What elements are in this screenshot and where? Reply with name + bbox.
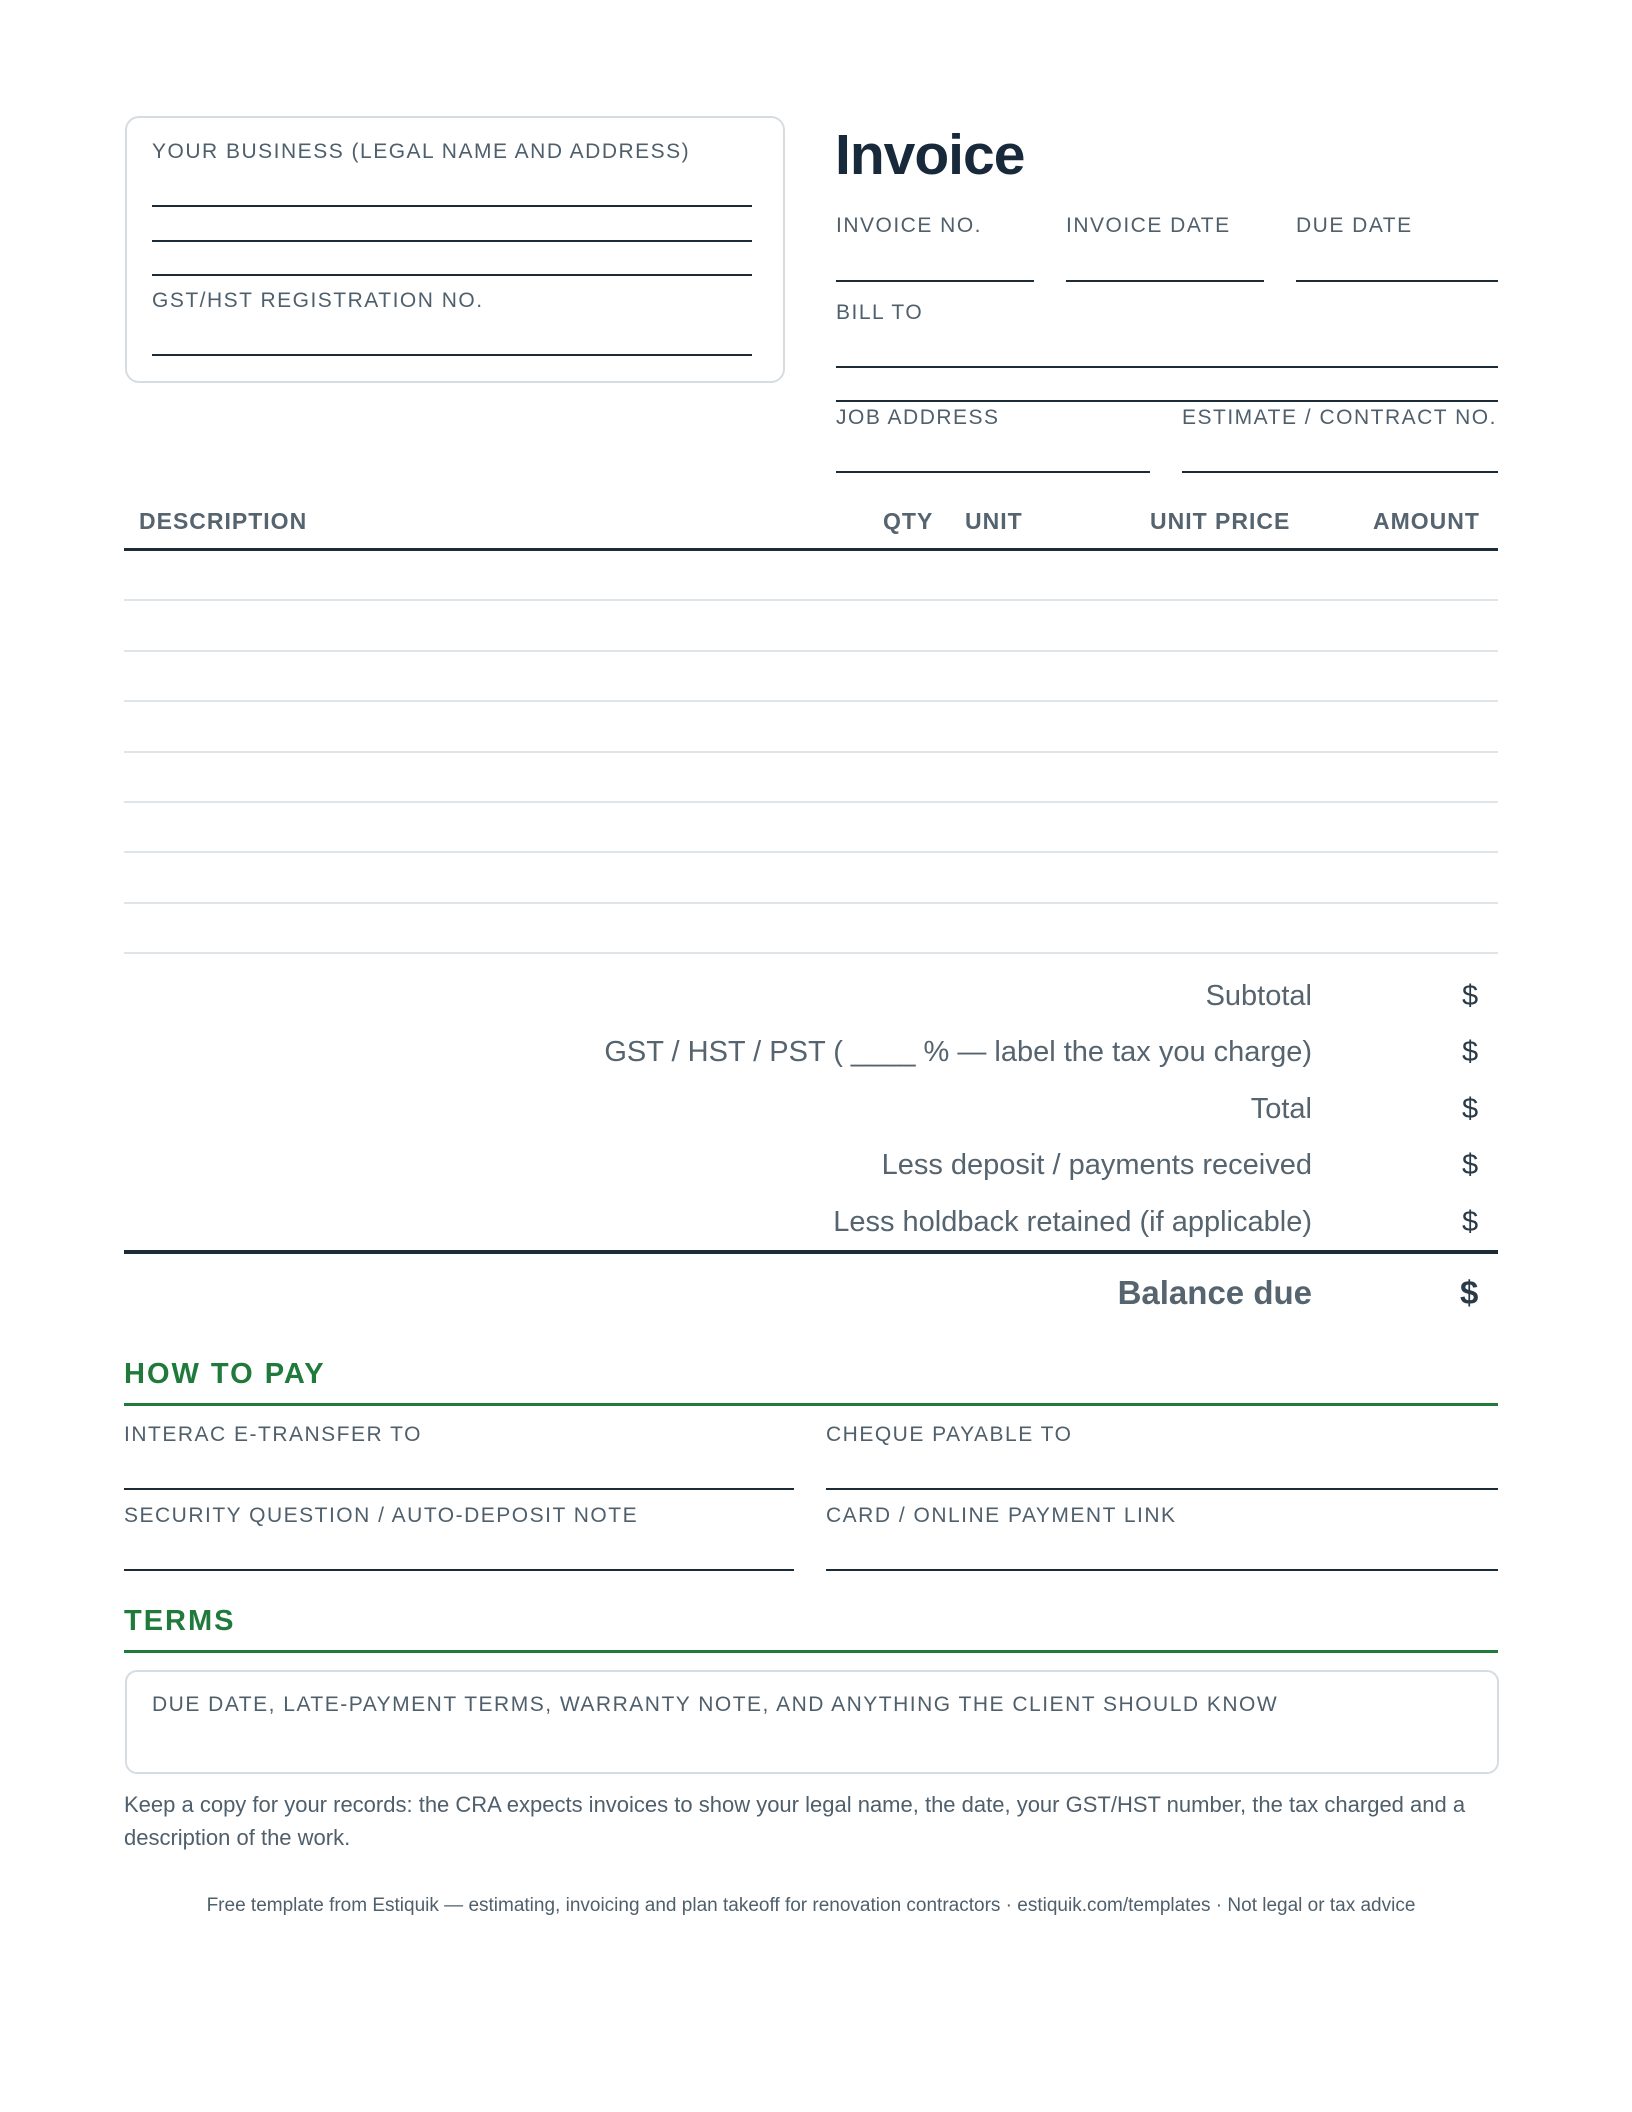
footer-text: Free template from Estiquik — estimating, invoicing and plan takeoff for renovation contractors · estiquik.com/templates · Not legal or tax advice	[206, 1895, 1416, 1916]
security-question-line[interactable]	[124, 1569, 794, 1571]
col-qty: QTY	[883, 508, 934, 534]
terms-box-text: DUE DATE, LATE-PAYMENT TERMS, WARRANTY NOTE, AND ANYTHING THE CLIENT SHOULD KNOW	[152, 1693, 1279, 1716]
estimate-contract-label: ESTIMATE / CONTRACT NO.	[1182, 406, 1497, 429]
subtotal-currency: $	[1462, 980, 1479, 1012]
gst-registration-label: GST/HST REGISTRATION NO.	[152, 289, 484, 312]
tax-label: GST / HST / PST ( ____ % — label the tax you charge)	[604, 1036, 1312, 1068]
job-address-label: JOB ADDRESS	[836, 406, 1000, 429]
col-unit: UNIT	[965, 508, 1023, 534]
balance-due-currency: $	[1460, 1274, 1479, 1311]
business-name-line[interactable]	[152, 205, 752, 207]
table-row[interactable]	[124, 599, 1498, 601]
table-header-rule	[124, 548, 1498, 551]
business-address-line-1[interactable]	[152, 240, 752, 242]
bill-to-label: BILL TO	[836, 301, 924, 324]
cheque-line[interactable]	[826, 1488, 1498, 1490]
cheque-label: CHEQUE PAYABLE TO	[826, 1423, 1073, 1446]
estimate-contract-line[interactable]	[1182, 471, 1498, 473]
subtotal-label: Subtotal	[1205, 980, 1312, 1012]
gst-registration-line[interactable]	[152, 354, 752, 356]
business-address-line-2[interactable]	[152, 274, 752, 276]
table-row[interactable]	[124, 952, 1498, 954]
col-description: DESCRIPTION	[139, 508, 308, 534]
holdback-label: Less holdback retained (if applicable)	[833, 1206, 1312, 1238]
card-payment-label: CARD / ONLINE PAYMENT LINK	[826, 1504, 1177, 1527]
security-question-label: SECURITY QUESTION / AUTO-DEPOSIT NOTE	[124, 1504, 639, 1527]
interac-line[interactable]	[124, 1488, 794, 1490]
job-address-line[interactable]	[836, 471, 1150, 473]
terms-heading: TERMS	[124, 1605, 236, 1637]
bill-to-line-2[interactable]	[836, 400, 1498, 402]
business-label: YOUR BUSINESS (LEGAL NAME AND ADDRESS)	[152, 140, 691, 163]
table-row[interactable]	[124, 902, 1498, 904]
holdback-currency: $	[1462, 1206, 1479, 1238]
table-row[interactable]	[124, 851, 1498, 853]
interac-label: INTERAC E-TRANSFER TO	[124, 1423, 422, 1446]
table-row[interactable]	[124, 700, 1498, 702]
deposit-currency: $	[1462, 1149, 1479, 1181]
terms-box[interactable]	[125, 1670, 1499, 1774]
invoice-date-line[interactable]	[1066, 280, 1264, 282]
table-row[interactable]	[124, 751, 1498, 753]
balance-due-label: Balance due	[1117, 1274, 1312, 1311]
deposit-label: Less deposit / payments received	[881, 1149, 1312, 1181]
balance-rule	[124, 1250, 1498, 1254]
total-label: Total	[1250, 1093, 1312, 1125]
due-date-line[interactable]	[1296, 280, 1498, 282]
invoice-no-line[interactable]	[836, 280, 1034, 282]
invoice-date-label: INVOICE DATE	[1066, 214, 1231, 237]
terms-rule	[124, 1650, 1498, 1653]
how-to-pay-heading: HOW TO PAY	[124, 1358, 326, 1390]
total-currency: $	[1462, 1093, 1479, 1125]
table-row[interactable]	[124, 650, 1498, 652]
table-row[interactable]	[124, 801, 1498, 803]
records-note: Keep a copy for your records: the CRA expects invoices to show your legal name, the date, your GST/HST number, the tax charged and a description of the work.	[124, 1792, 1466, 1850]
how-to-pay-rule	[124, 1403, 1498, 1406]
tax-currency: $	[1462, 1036, 1479, 1068]
bill-to-line-1[interactable]	[836, 366, 1498, 368]
invoice-title: Invoice	[835, 123, 1025, 187]
invoice-no-label: INVOICE NO.	[836, 214, 983, 237]
card-payment-line[interactable]	[826, 1569, 1498, 1571]
col-unit-price: UNIT PRICE	[1150, 508, 1291, 534]
col-amount: AMOUNT	[1373, 508, 1480, 534]
due-date-label: DUE DATE	[1296, 214, 1413, 237]
